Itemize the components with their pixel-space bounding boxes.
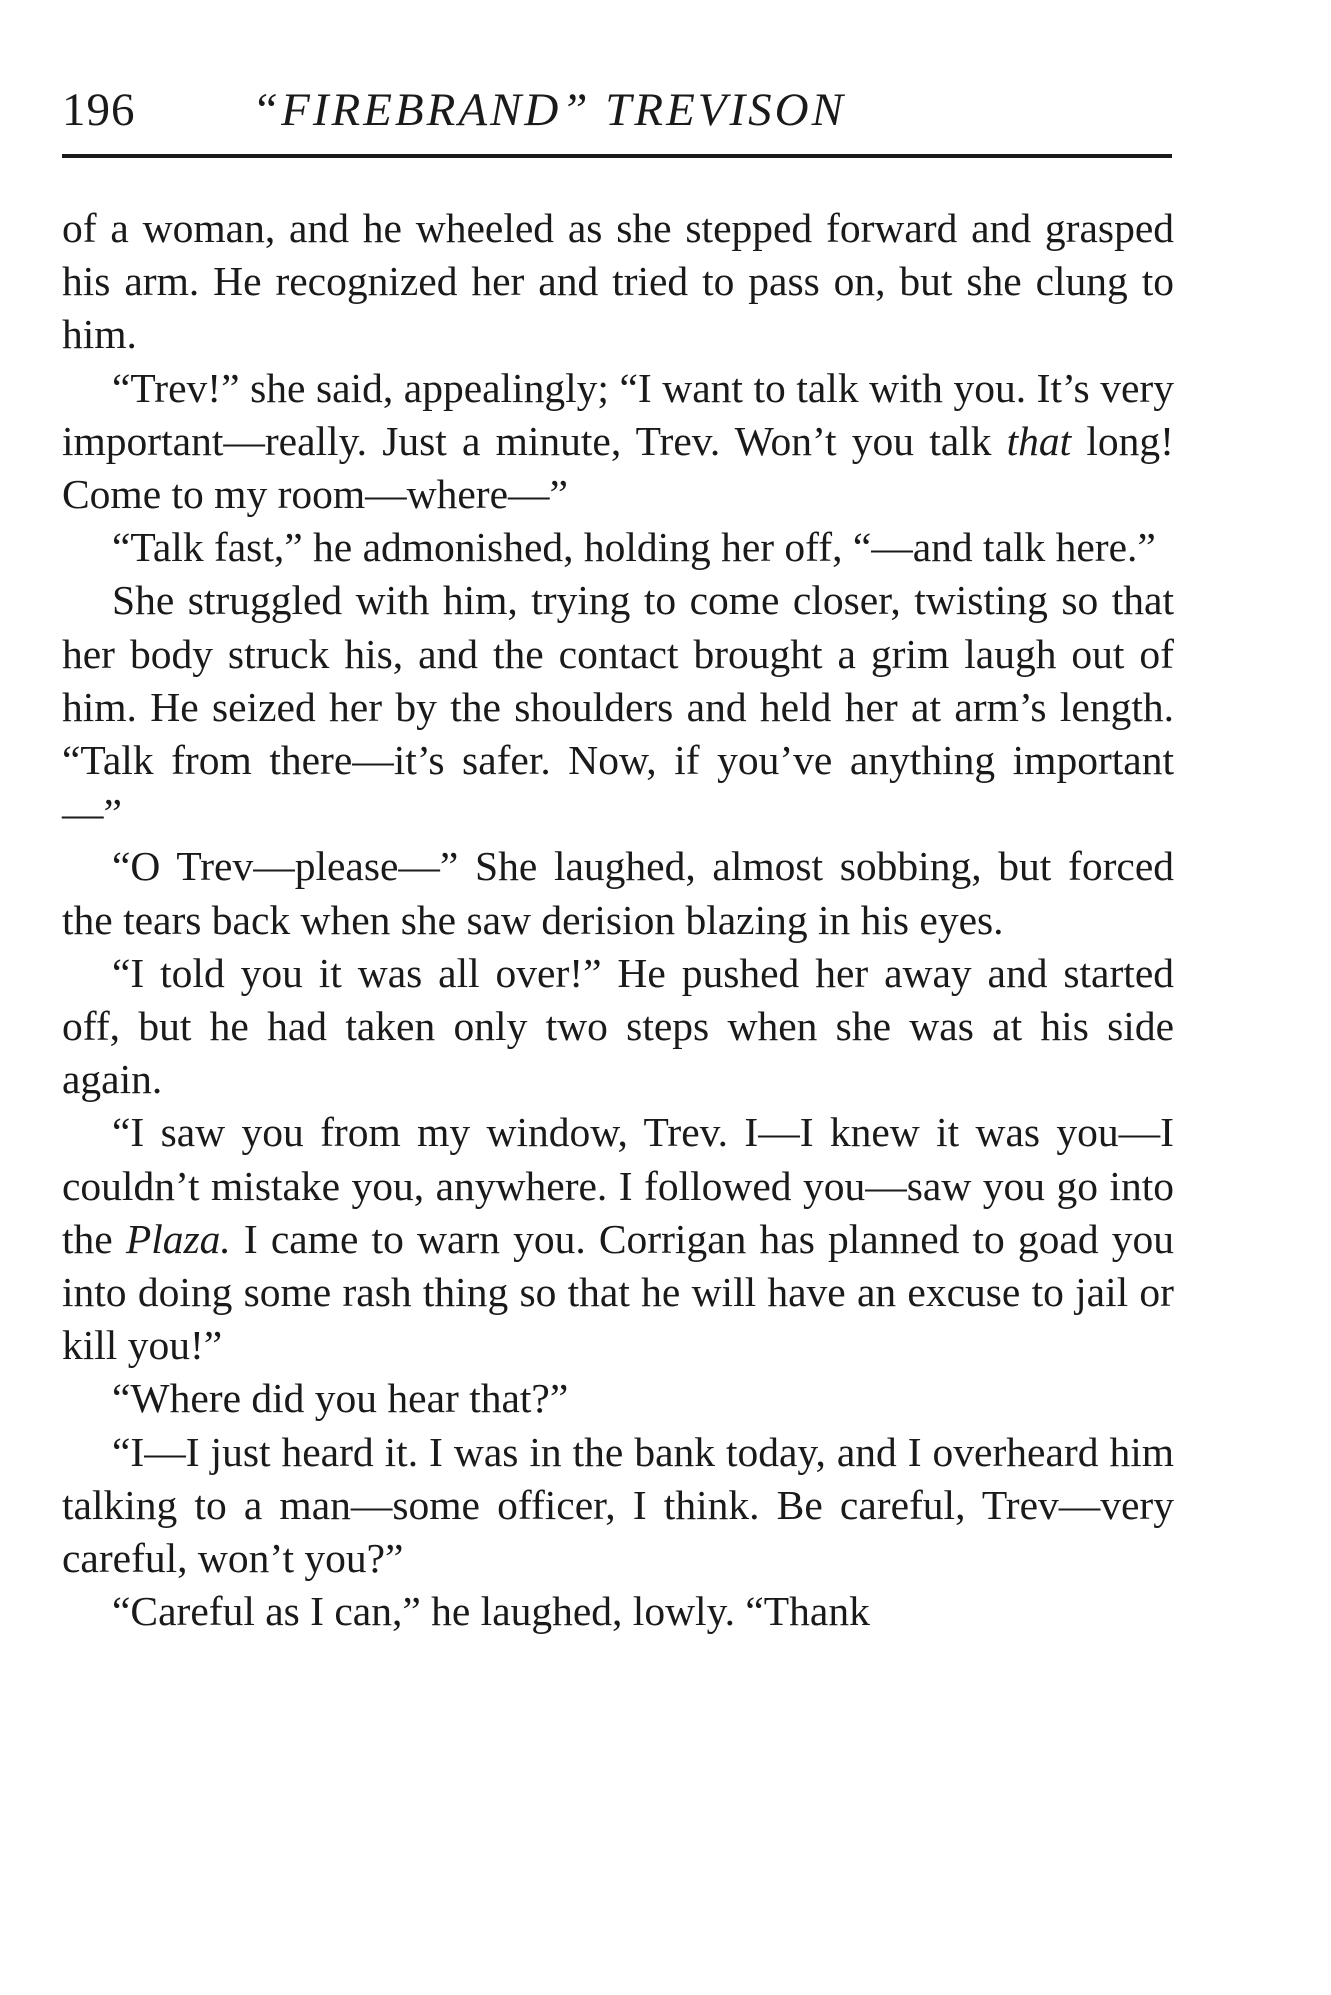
book-page [62, 78, 1174, 1638]
paragraph-text: “I—I just heard it. I was in the bank today, and I overheard him talking to a man—some officer, I think. Be careful, Trev—very careful, won’t you?” [62, 1428, 1174, 1582]
paragraph [62, 202, 1174, 362]
paragraph [62, 521, 1174, 574]
paragraph-text: She struggled with him, trying to come closer, twisting so that her body struck his, and the contact brought a grim laugh out of him. He seized her by the shoulders and held her at arm’s length. “Talk from there—it’s safer. Now, if you’ve anything important—” [62, 577, 1174, 837]
emphasis: that [1006, 417, 1072, 464]
running-title: “FIREBRAND” TREVISON [252, 84, 846, 136]
paragraph-text: “O Trev—please—” She laughed, almost sobbing, but forced the tears back when she saw derision blazing in his eyes. [62, 843, 1174, 943]
paragraph [62, 1585, 1174, 1638]
paragraph [62, 1426, 1174, 1586]
paragraph-text: “I told you it was all over!” He pushed her away and started off, but he had taken only two steps when she was at his side again. [62, 949, 1174, 1103]
header-rule [62, 154, 1172, 158]
paragraph-text: I came to warn you. Corrigan has planned to goad you into doing some rash thing so that he will have an excuse to jail or kill you!” [62, 1215, 1175, 1369]
paragraph-text: “I saw you from my window, Trev. I—I knew it was you—I couldn’t mistake you, anywhere. I followed you—saw you go into the [62, 1109, 1174, 1262]
paragraph [62, 362, 1174, 522]
paragraph [62, 840, 1174, 946]
emphasis: Plaza. [125, 1215, 231, 1262]
paragraph [62, 1106, 1174, 1372]
paragraph-text: “Trev!” she said, appealingly; “I want to talk with you. It’s very important—really. Just a minute, Trev. Won’t you talk [62, 364, 1174, 464]
paragraph [62, 1372, 1174, 1425]
paragraph [62, 947, 1174, 1107]
paragraph-text: of a woman, and he wheeled as she stepped forward and grasped his arm. He recognized her and tried to pass on, but she clung to him. [62, 205, 1174, 358]
paragraph-text: “Talk fast,” he admonished, holding her off, “—and talk here.” [112, 524, 1156, 571]
paragraph-text: “Where did you hear that?” [112, 1375, 569, 1422]
body-text [62, 202, 1174, 1638]
paragraph-text: long! Come to my room—where—” [62, 417, 1174, 518]
paragraph-text: “Careful as I can,” he laughed, lowly. “Thank [112, 1588, 870, 1635]
paragraph [62, 574, 1174, 840]
running-head [62, 78, 1174, 142]
page-number: 196 [62, 84, 136, 136]
